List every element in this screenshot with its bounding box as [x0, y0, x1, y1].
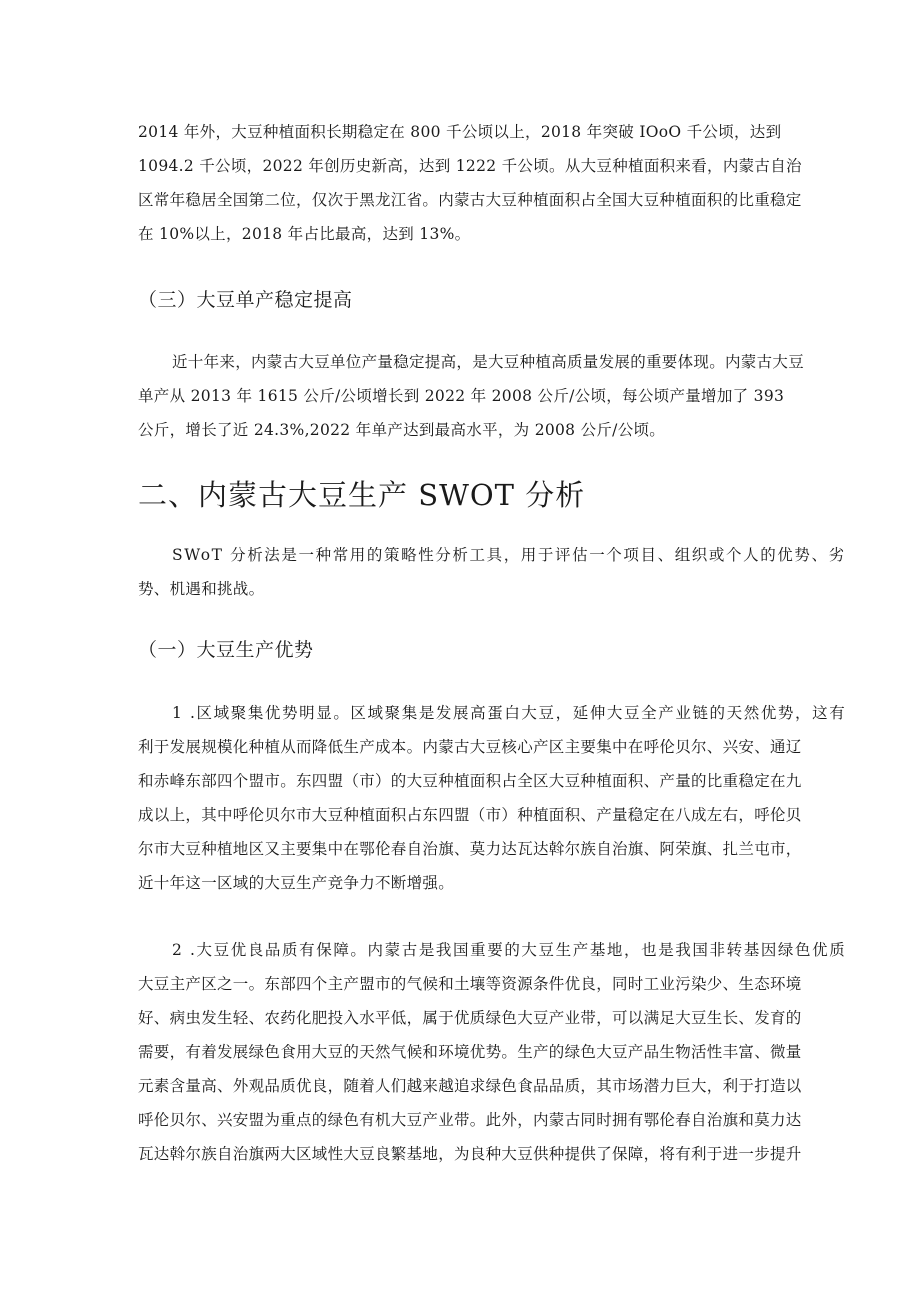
- text-line: 势、机遇和挑战。: [138, 580, 265, 598]
- text-line: 公斤，增长了近 24.3%,2022 年单产达到最高水平，为 2008 公斤/公顷。: [138, 421, 666, 439]
- text-line: 大豆主产区之一。东部四个主产盟市的气候和土壤等资源条件优良，同时工业污染少、生态环境: [138, 975, 802, 993]
- text-line: 2014 年外，大豆种植面积长期稳定在 800 千公顷以上，2018 年突破 IOoO 千公顷，达到: [138, 123, 782, 141]
- text-line: 呼伦贝尔、兴安盟为重点的绿色有机大豆产业带。此外，内蒙古同时拥有鄂伦春自治旗和莫力达: [138, 1111, 802, 1129]
- paragraph-quality-advantage: [138, 933, 847, 1171]
- text-line: 好、病虫发生轻、农药化肥投入水平低，属于优质绿色大豆产业带，可以满足大豆生长、发育的: [138, 1009, 802, 1027]
- text-line: 1094.2 千公顷，2022 年创历史新高，达到 1222 千公顷。从大豆种植面积来看，内蒙古自治: [138, 157, 802, 175]
- text-line: 单产从 2013 年 1615 公斤/公顷增长到 2022 年 2008 公斤/公顷，每公顷产量增加了 393: [138, 387, 785, 405]
- text-line: 元素含量高、外观品质优良，随着人们越来越追求绿色食品品质，其市场潜力巨大，利于打造以: [138, 1077, 802, 1095]
- text-line: 和赤峰东部四个盟市。东四盟（市）的大豆种植面积占全区大豆种植面积、产量的比重稳定在九: [138, 772, 802, 790]
- text-line: 2 .大豆优良品质有保障。内蒙古是我国重要的大豆生产基地，也是我国非转基因绿色优质: [172, 941, 847, 959]
- text-line: 近十年来，内蒙古大豆单位产量稳定提高，是大豆种植高质量发展的重要体现。内蒙古大豆: [172, 353, 805, 371]
- paragraph-regional-advantage: [138, 696, 847, 900]
- text-line: 瓦达斡尔族自治旗两大区域性大豆良繁基地，为良种大豆供种提供了保障，将有利于进一步提升: [138, 1145, 802, 1163]
- text-line: 在 10%以上，2018 年占比最高，达到 13%。: [138, 225, 471, 243]
- text-line: 区常年稳居全国第二位，仅次于黑龙江省。内蒙古大豆种植面积占全国大豆种植面积的比重稳定: [138, 191, 802, 209]
- chapter-heading-swot: 二、内蒙古大豆生产 SWOT 分析: [138, 478, 586, 512]
- paragraph-soybean-yield: [138, 345, 805, 447]
- text-line: 需要，有着发展绿色食用大豆的天然气候和环境优势。生产的绿色大豆产品生物活性丰富、微量: [138, 1043, 802, 1061]
- text-line: 尔市大豆种植地区又主要集中在鄂伦春自治旗、莫力达瓦达斡尔族自治旗、阿荣旗、扎兰屯市，: [138, 840, 802, 858]
- text-line: 利于发展规模化种植从而降低生产成本。内蒙古大豆核心产区主要集中在呼伦贝尔、兴安、通辽: [138, 738, 802, 756]
- text-line: 成以上，其中呼伦贝尔市大豆种植面积占东四盟（市）种植面积、产量稳定在八成左右，呼伦贝: [138, 806, 802, 824]
- paragraph-soybean-area: [138, 115, 802, 251]
- paragraph-swot-definition: [138, 538, 846, 606]
- text-line: SWoT 分析法是一种常用的策略性分析工具，用于评估一个项目、组织或个人的优势、劣: [172, 546, 846, 564]
- section-heading-yield: （三）大豆单产稳定提高: [138, 289, 353, 311]
- text-line: 近十年这一区域的大豆生产竞争力不断增强。: [138, 874, 455, 892]
- section-heading-advantages: （一）大豆生产优势: [138, 639, 314, 661]
- text-line: 1 .区域聚集优势明显。区域聚集是发展高蛋白大豆，延伸大豆全产业链的天然优势，这有: [172, 704, 847, 722]
